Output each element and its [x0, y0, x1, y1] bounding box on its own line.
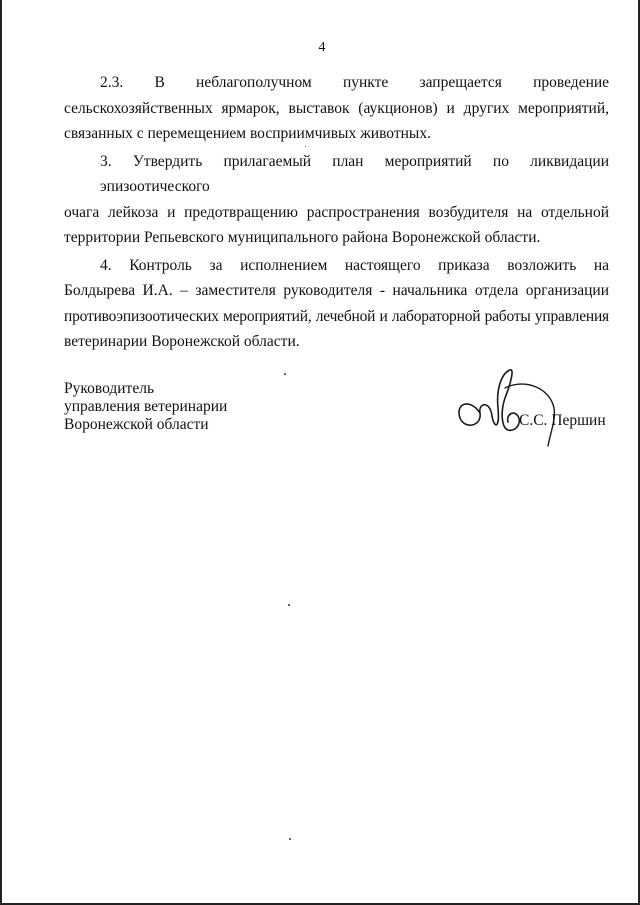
- handwritten-signature: [450, 368, 560, 448]
- document-body: [64, 70, 609, 356]
- paragraph-3-line-1: 3. Утвердить прилагаемый план мероприятий по ликвидации эпизоотического: [100, 152, 609, 195]
- paragraph-4-line-1: 4. Контроль за исполнением настоящего приказа возложить на: [100, 256, 610, 274]
- paragraph-4: [64, 253, 609, 355]
- scan-speck: [289, 838, 291, 840]
- paragraph-4-line-4: ветеринарии Воронежской области.: [64, 333, 300, 350]
- signer-title: Руководитель управления ветеринарии Воронежской области: [64, 380, 228, 433]
- paragraph-4-line-3: противоэпизоотических мероприятий, лечебной и лабораторной работы управления: [64, 307, 609, 325]
- paragraph-2-3-line-1: 2.3. В неблагополучном пункте запрещается проведение: [100, 74, 610, 91]
- scan-speck: [284, 373, 286, 375]
- paragraph-2-3-line-3: связанных с перемещением восприимчивых животных.: [64, 125, 431, 142]
- scan-speck: [305, 146, 306, 147]
- paragraph-3: [64, 149, 609, 251]
- paragraph-2-3: [64, 70, 609, 147]
- paragraph-3-line-3: территории Репьевского муниципального района Воронежской области.: [64, 229, 541, 246]
- scan-speck: [288, 604, 290, 606]
- paragraph-2-3-line-2: сельскохозяйственных ярмарок, выставок (аукционов) и других мероприятий,: [64, 99, 609, 117]
- signer-name: С.С. Першин: [519, 412, 606, 429]
- page-number: 4: [318, 40, 326, 55]
- paragraph-3-line-2: очага лейкоза и предотвращению распространения возбудителя на отдельной: [64, 203, 609, 221]
- paragraph-4-line-2: Болдырева И.А. – заместителя руководителя - начальника отдела организации: [64, 282, 609, 299]
